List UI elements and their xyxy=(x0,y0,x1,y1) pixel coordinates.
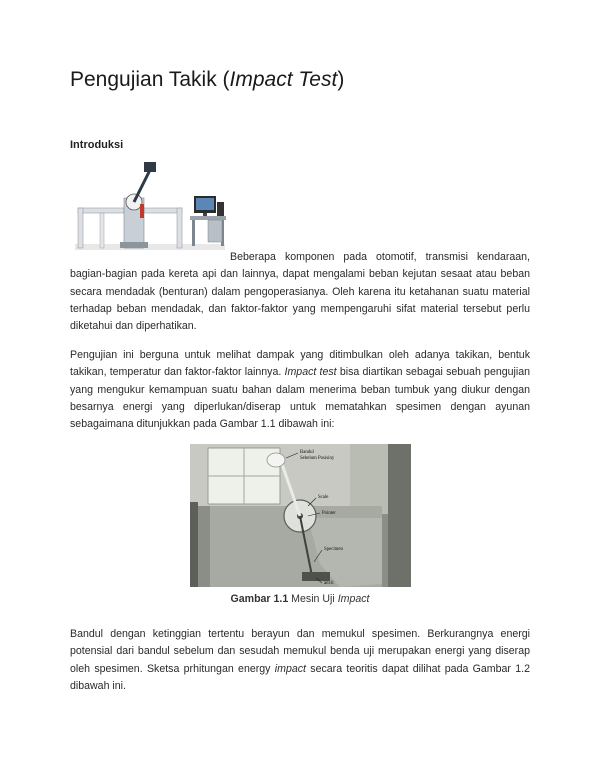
paragraph-3-text-b: secara teoritis dapat dilihat pada Gambar 1.2 dibawah ini. xyxy=(70,662,530,692)
caption-text: Mesin Uji xyxy=(288,593,338,605)
paragraph-2-text-b: bisa diartikan sebagai sebuah pengujian yang mengukur kemampuan suatu bahan dalam menerima beban tumbuk yang diukur dengan besarnya energi yang diperlukan/diserap untuk mematahkan spesimen dengan ayunan sebagaimana ditunjukkan pada Gambar 1.1 dibawah ini: xyxy=(70,366,530,431)
label-scale: Scale xyxy=(318,495,329,500)
figure-1-1-photo xyxy=(190,444,411,587)
label-posisi: Sebelum Posisiny xyxy=(300,456,335,461)
label-pointer: Pointer xyxy=(322,511,336,516)
paragraph-3-italic: impact xyxy=(274,662,306,675)
impact-machine-photo xyxy=(70,158,230,254)
paragraph-1: Beberapa komponen pada otomotif, transmisi kendaraan, bagian-bagian pada kereta api dan lainnya, dapat mengalami beban kejutan sesaat atau beban secara mendadak (benturan) dalam pengoperasianya. Oleh karena itu ketahanan suatu material terhadap beban mendadak, dan faktor-faktor yang mempengaruhi sifat material tersebut perlu diketahui dan diperhatikan. xyxy=(70,251,530,333)
section-heading: Introduksi xyxy=(70,139,124,151)
page-title xyxy=(70,68,344,92)
label-bandul: Bandul xyxy=(300,450,314,455)
title-text: Pengujian Takik ( xyxy=(70,68,230,91)
label-specimen: Specimen xyxy=(324,547,343,552)
paragraph-3 xyxy=(70,626,530,695)
caption-bold: Gambar 1.1 xyxy=(230,593,289,605)
paragraph-2 xyxy=(70,347,530,433)
figure-caption xyxy=(70,593,530,605)
title-italic: Impact Test xyxy=(229,68,338,91)
caption-italic: Impact xyxy=(337,593,370,605)
paragraph-2-italic: Impact test xyxy=(284,366,337,379)
label-anvil: anvil xyxy=(324,581,334,586)
title-end: ) xyxy=(337,68,345,91)
paragraph-3-text-a: Bandul dengan ketinggian tertentu berayun dan memukul spesimen. Berkurangnya energi potensial dari bandul sebelum dan sesudah memukul benda uji merupakan energi yang diserap oleh spesimen. Sketsa prhitungan energy xyxy=(70,628,530,675)
paragraph-2-text-a: Pengujian ini berguna untuk melihat dampak yang ditimbulkan oleh adanya takikan, bentuk takikan, temperatur dan faktor-faktor lainnya. xyxy=(70,349,530,379)
